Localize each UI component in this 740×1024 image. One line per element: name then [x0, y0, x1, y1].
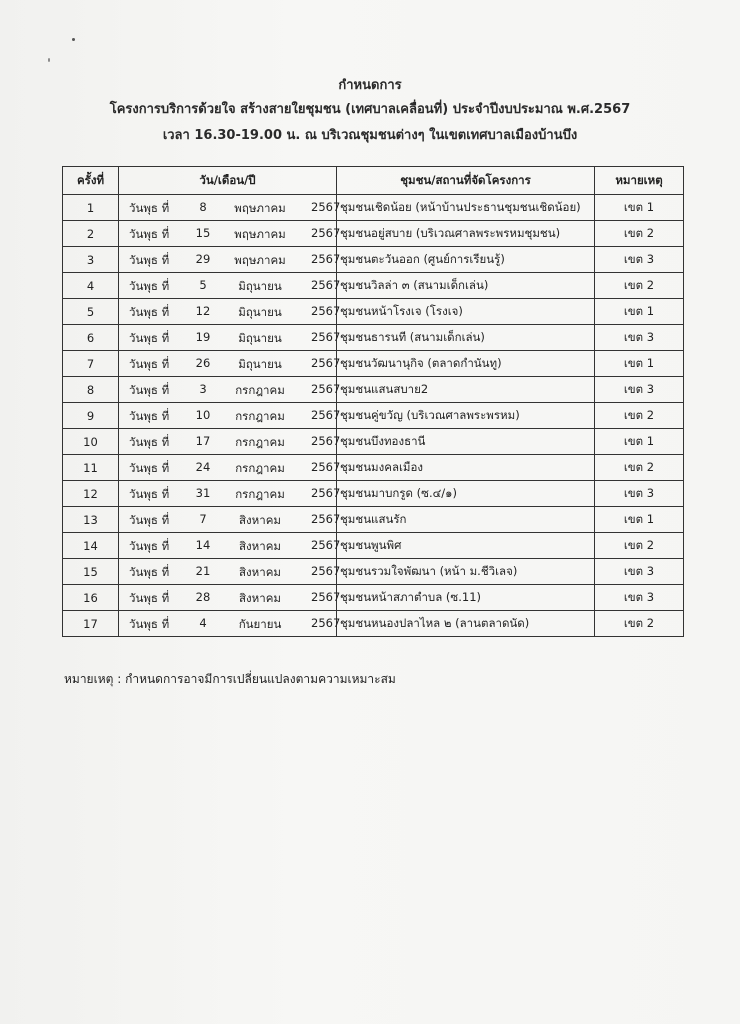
cell-venue: ชุมชนวิลล่า ๓ (สนามเด็กเล่น) [337, 273, 595, 299]
table-row [63, 299, 684, 325]
cell-weekday: วันพุธ ที่ [129, 461, 170, 475]
cell-month: กรกฎาคม [235, 383, 285, 397]
table-row [63, 195, 684, 221]
table-row [63, 247, 684, 273]
column-header-note: หมายเหตุ [595, 167, 684, 195]
cell-no: 16 [63, 585, 119, 611]
table-row [63, 611, 684, 637]
cell-venue: ชุมชนอยู่สบาย (บริเวณศาลพระพรหมชุมชน) [337, 221, 595, 247]
cell-venue: ชุมชนหน้าสภาตำบล (ซ.11) [337, 585, 595, 611]
cell-date [119, 611, 341, 637]
cell-weekday: วันพุธ ที่ [129, 409, 170, 423]
cell-no: 8 [63, 377, 119, 403]
table-row [63, 481, 684, 507]
cell-venue: ชุมชนแสนรัก [337, 507, 595, 533]
cell-date [119, 429, 341, 455]
cell-year: 2567 [311, 200, 341, 214]
cell-month: มิถุนายน [238, 331, 282, 345]
cell-weekday: วันพุธ ที่ [129, 357, 170, 371]
cell-month: กรกฎาคม [235, 435, 285, 449]
cell-weekday: วันพุธ ที่ [129, 565, 170, 579]
cell-venue: ชุมชนธารนที (สนามเด็กเล่น) [337, 325, 595, 351]
cell-year: 2567 [311, 356, 341, 370]
cell-date [119, 195, 341, 221]
cell-date [119, 299, 341, 325]
cell-weekday: วันพุธ ที่ [129, 227, 170, 241]
cell-weekday: วันพุธ ที่ [129, 617, 170, 631]
cell-month: กันยายน [238, 617, 282, 631]
cell-no: 1 [63, 195, 119, 221]
column-header-date: วัน/เดือน/ปี [119, 167, 337, 195]
cell-no: 10 [63, 429, 119, 455]
cell-weekday: วันพุธ ที่ [129, 539, 170, 553]
time-location: เวลา 16.30-19.00 น. ณ บริเวณชุมชนต่างๆ ในเขตเทศบาลเมืองบ้านบึง [162, 128, 578, 143]
cell-date [119, 559, 341, 585]
cell-note: เขต 1 [595, 351, 684, 377]
cell-note: เขต 3 [595, 325, 684, 351]
cell-month: พฤษภาคม [234, 201, 286, 215]
cell-date [119, 351, 341, 377]
cell-weekday: วันพุธ ที่ [129, 305, 170, 319]
cell-note: เขต 3 [595, 585, 684, 611]
cell-month: สิงหาคม [239, 591, 281, 605]
table-row [63, 377, 684, 403]
cell-venue: ชุมชนคู่ขวัญ (บริเวณศาลพระพรหม) [337, 403, 595, 429]
cell-no: 13 [63, 507, 119, 533]
cell-note: เขต 2 [595, 403, 684, 429]
cell-no: 6 [63, 325, 119, 351]
cell-venue: ชุมชนหนองปลาไหล ๒ (ลานตลาดนัด) [337, 611, 595, 637]
cell-year: 2567 [311, 382, 341, 396]
cell-month: พฤษภาคม [234, 253, 286, 267]
cell-year: 2567 [311, 538, 341, 552]
cell-year: 2567 [311, 512, 341, 526]
cell-weekday: วันพุธ ที่ [129, 253, 170, 267]
cell-year: 2567 [311, 278, 341, 292]
cell-date [119, 325, 341, 351]
table-row [63, 351, 684, 377]
cell-note: เขต 1 [595, 507, 684, 533]
cell-year: 2567 [311, 226, 341, 240]
cell-no: 3 [63, 247, 119, 273]
cell-year: 2567 [311, 486, 341, 500]
cell-day-number: 5 [199, 278, 207, 292]
cell-date [119, 403, 341, 429]
cell-note: เขต 3 [595, 559, 684, 585]
cell-year: 2567 [311, 330, 341, 344]
table-row [63, 429, 684, 455]
document-title: กำหนดการ [338, 78, 402, 93]
cell-note: เขต 3 [595, 481, 684, 507]
cell-venue: ชุมชนมาบกรูด (ซ.๔/๑) [337, 481, 595, 507]
cell-date [119, 455, 341, 481]
cell-no: 11 [63, 455, 119, 481]
table-row [63, 221, 684, 247]
column-header-venue: ชุมชน/สถานที่จัดโครงการ [337, 167, 595, 195]
cell-venue: ชุมชนหน้าโรงเจ (โรงเจ) [337, 299, 595, 325]
cell-no: 9 [63, 403, 119, 429]
cell-year: 2567 [311, 304, 341, 318]
cell-year: 2567 [311, 590, 341, 604]
cell-venue: ชุมชนพูนพิศ [337, 533, 595, 559]
cell-month: กรกฎาคม [235, 487, 285, 501]
cell-no: 15 [63, 559, 119, 585]
cell-no: 2 [63, 221, 119, 247]
cell-day-number: 7 [199, 512, 207, 526]
cell-venue: ชุมชนบึงทองธานี [337, 429, 595, 455]
cell-day-number: 4 [199, 616, 207, 630]
table-row [63, 273, 684, 299]
cell-month: พฤษภาคม [234, 227, 286, 241]
cell-no: 4 [63, 273, 119, 299]
cell-venue: ชุมชนรวมใจพัฒนา (หน้า ม.ชีวิเลจ) [337, 559, 595, 585]
cell-month: กรกฎาคม [235, 409, 285, 423]
cell-note: เขต 2 [595, 611, 684, 637]
cell-day-number: 31 [195, 486, 211, 500]
scan-speck [48, 58, 50, 62]
cell-date [119, 377, 341, 403]
cell-date [119, 533, 341, 559]
cell-day-number: 3 [199, 382, 207, 396]
remark-text: หมายเหตุ : กำหนดการอาจมีการเปลี่ยนแปลงตามความเหมาะสม [64, 672, 396, 686]
project-title: โครงการบริการด้วยใจ สร้างสายใยชุมชน (เทศบาลเคลื่อนที่) ประจำปีงบประมาณ พ.ศ.2567 [109, 102, 631, 117]
cell-venue: ชุมชนวัฒนานุกิจ (ตลาดกำนันทู) [337, 351, 595, 377]
cell-weekday: วันพุธ ที่ [129, 201, 170, 215]
cell-month: สิงหาคม [239, 565, 281, 579]
cell-weekday: วันพุธ ที่ [129, 487, 170, 501]
cell-weekday: วันพุธ ที่ [129, 513, 170, 527]
table-row [63, 455, 684, 481]
cell-day-number: 28 [195, 590, 211, 604]
cell-venue: ชุมชนแสนสบาย2 [337, 377, 595, 403]
cell-month: กรกฎาคม [235, 461, 285, 475]
cell-day-number: 12 [195, 304, 211, 318]
cell-note: เขต 1 [595, 195, 684, 221]
cell-day-number: 8 [199, 200, 207, 214]
schedule-table [62, 166, 684, 637]
cell-day-number: 19 [195, 330, 211, 344]
cell-venue: ชุมชนมงคลเมือง [337, 455, 595, 481]
cell-no: 12 [63, 481, 119, 507]
table-row [63, 585, 684, 611]
cell-year: 2567 [311, 564, 341, 578]
cell-note: เขต 2 [595, 533, 684, 559]
cell-weekday: วันพุธ ที่ [129, 383, 170, 397]
cell-month: สิงหาคม [239, 513, 281, 527]
cell-date [119, 507, 341, 533]
cell-note: เขต 2 [595, 455, 684, 481]
cell-no: 7 [63, 351, 119, 377]
table-header-row [63, 167, 684, 195]
cell-year: 2567 [311, 434, 341, 448]
cell-date [119, 585, 341, 611]
cell-day-number: 15 [195, 226, 211, 240]
cell-day-number: 24 [195, 460, 211, 474]
cell-year: 2567 [311, 252, 341, 266]
cell-day-number: 21 [195, 564, 211, 578]
cell-no: 5 [63, 299, 119, 325]
table-row [63, 507, 684, 533]
cell-year: 2567 [311, 408, 341, 422]
cell-note: เขต 2 [595, 273, 684, 299]
table-row [63, 325, 684, 351]
cell-month: มิถุนายน [238, 357, 282, 371]
cell-year: 2567 [311, 616, 341, 630]
cell-note: เขต 2 [595, 221, 684, 247]
cell-date [119, 481, 341, 507]
cell-year: 2567 [311, 460, 341, 474]
scan-speck [72, 38, 75, 41]
cell-date [119, 221, 341, 247]
cell-month: มิถุนายน [238, 305, 282, 319]
cell-note: เขต 3 [595, 247, 684, 273]
table-row [63, 403, 684, 429]
cell-day-number: 29 [195, 252, 211, 266]
cell-date [119, 273, 341, 299]
cell-venue: ชุมชนเชิดน้อย (หน้าบ้านประธานชุมชนเชิดน้อย) [337, 195, 595, 221]
cell-day-number: 10 [195, 408, 211, 422]
cell-no: 14 [63, 533, 119, 559]
cell-weekday: วันพุธ ที่ [129, 591, 170, 605]
cell-date [119, 247, 341, 273]
cell-day-number: 14 [195, 538, 211, 552]
cell-note: เขต 3 [595, 377, 684, 403]
column-header-no: ครั้งที่ [63, 167, 119, 195]
cell-month: มิถุนายน [238, 279, 282, 293]
cell-day-number: 26 [195, 356, 211, 370]
cell-weekday: วันพุธ ที่ [129, 279, 170, 293]
cell-note: เขต 1 [595, 299, 684, 325]
table-row [63, 533, 684, 559]
table-row [63, 559, 684, 585]
cell-weekday: วันพุธ ที่ [129, 331, 170, 345]
cell-day-number: 17 [195, 434, 211, 448]
cell-no: 17 [63, 611, 119, 637]
cell-note: เขต 1 [595, 429, 684, 455]
cell-month: สิงหาคม [239, 539, 281, 553]
cell-weekday: วันพุธ ที่ [129, 435, 170, 449]
cell-venue: ชุมชนตะวันออก (ศูนย์การเรียนรู้) [337, 247, 595, 273]
